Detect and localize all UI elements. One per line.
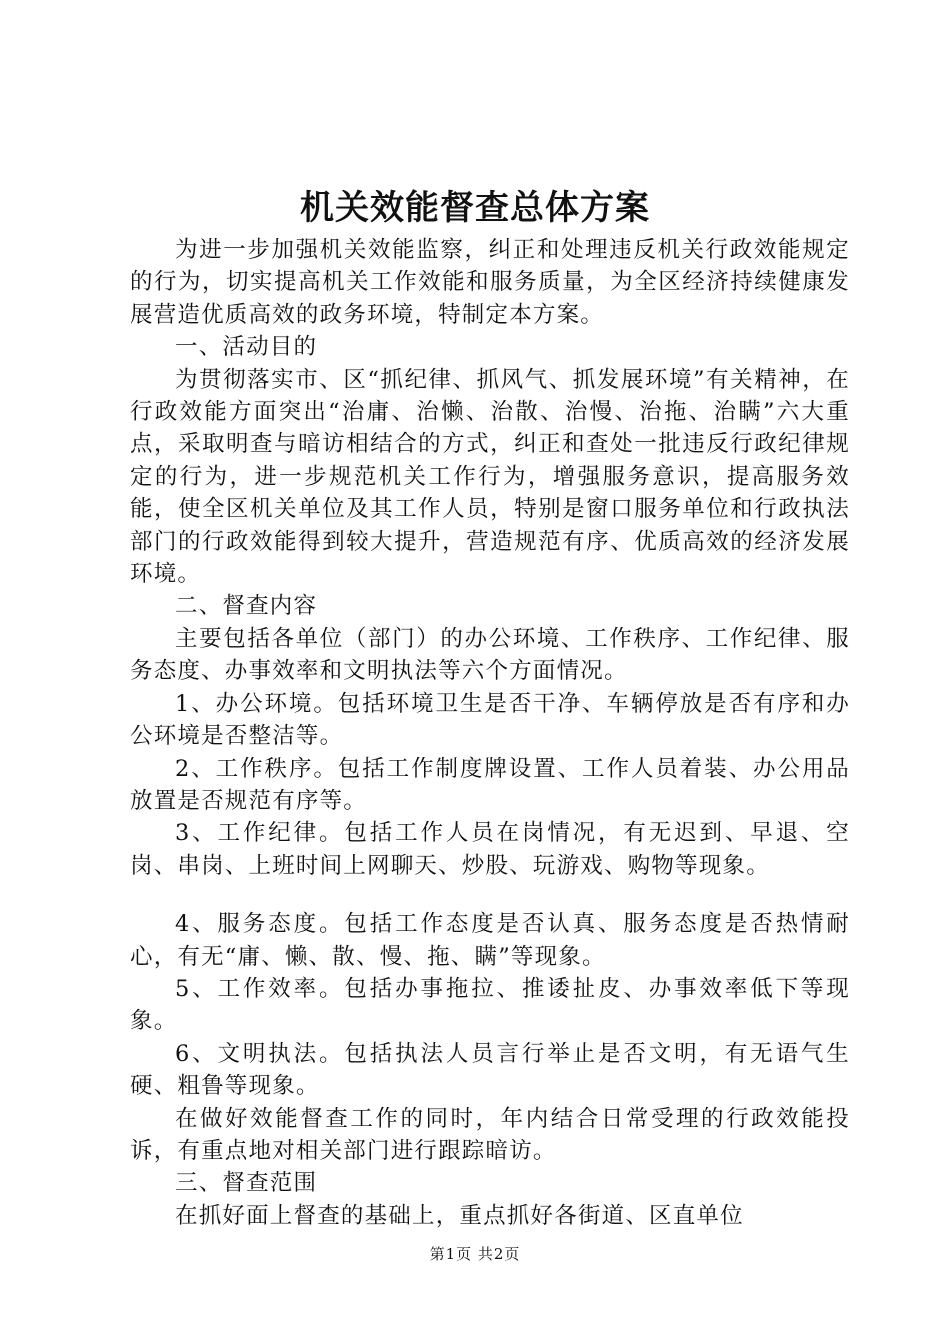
list-item-work-efficiency: 5、工作效率。包括办事拖拉、推诿扯皮、办事效率低下等现象。 — [130, 975, 850, 1035]
paragraph-follow-up: 在做好效能督查工作的同时，年内结合日常受理的行政效能投诉，有重点地对相关部门进行跟踪暗访。 — [130, 1105, 850, 1164]
list-item-work-discipline: 3、工作纪律。包括工作人员在岗情况，有无迟到、早退、空岗、串岗、上班时间上网聊天、炒股、玩游戏、购物等现象。 — [130, 820, 850, 879]
list-item-work-order: 2、工作秩序。包括工作制度牌设置、工作人员着装、办公用品放置是否规范有序等。 — [130, 755, 850, 814]
section-heading-scope: 三、督查范围 — [175, 1170, 318, 1197]
paragraph-content-overview: 主要包括各单位（部门）的办公环境、工作秩序、工作纪律、服务态度、办事效率和文明执法等六个方面情况。 — [130, 625, 850, 685]
list-item-office-environment: 1、办公环境。包括环境卫生是否干净、车辆停放是否有序和办公环境是否整洁等。 — [130, 690, 850, 750]
paragraph-intro: 为进一步加强机关效能监察，纠正和处理违反机关行政效能规定的行为，切实提高机关工作效能和服务质量，为全区经济持续健康发展营造优质高效的政务环境，特制定本方案。 — [130, 237, 850, 328]
page-number-footer: 第1页 共2页 — [429, 1245, 521, 1263]
section-heading-purpose: 一、活动目的 — [175, 334, 318, 361]
paragraph-scope: 在抓好面上督查的基础上，重点抓好各街道、区直单位 — [175, 1202, 744, 1229]
document-body — [130, 234, 850, 1232]
paragraph-purpose: 为贯彻落实市、区“抓纪律、抓风气、抓发展环境”有关精神，在行政效能方面突出“治庸、治懒、治散、治慢、治拖、治瞒”六大重点，采取明查与暗访相结合的方式，纠正和查处一批违反行政纪律规定的行为，进一步规范机关工作行为，增强服务意识，提高服务效能，使全区机关单位及其工作人员，特别是窗口服务单位和行政执法部门的行政效能得到较大提升，营造规范有序、优质高效的经济发展环境。 — [130, 366, 850, 588]
list-item-civilized-enforcement: 6、文明执法。包括执法人员言行举止是否文明，有无语气生硬、粗鲁等现象。 — [130, 1040, 850, 1100]
document-title: 机关效能督查总体方案 — [300, 188, 650, 228]
list-item-service-attitude: 4、服务态度。包括工作态度是否认真、服务态度是否热情耐心，有无“庸、懒、散、慢、拖、瞒”等现象。 — [130, 911, 850, 970]
section-heading-content: 二、督查内容 — [175, 593, 318, 620]
